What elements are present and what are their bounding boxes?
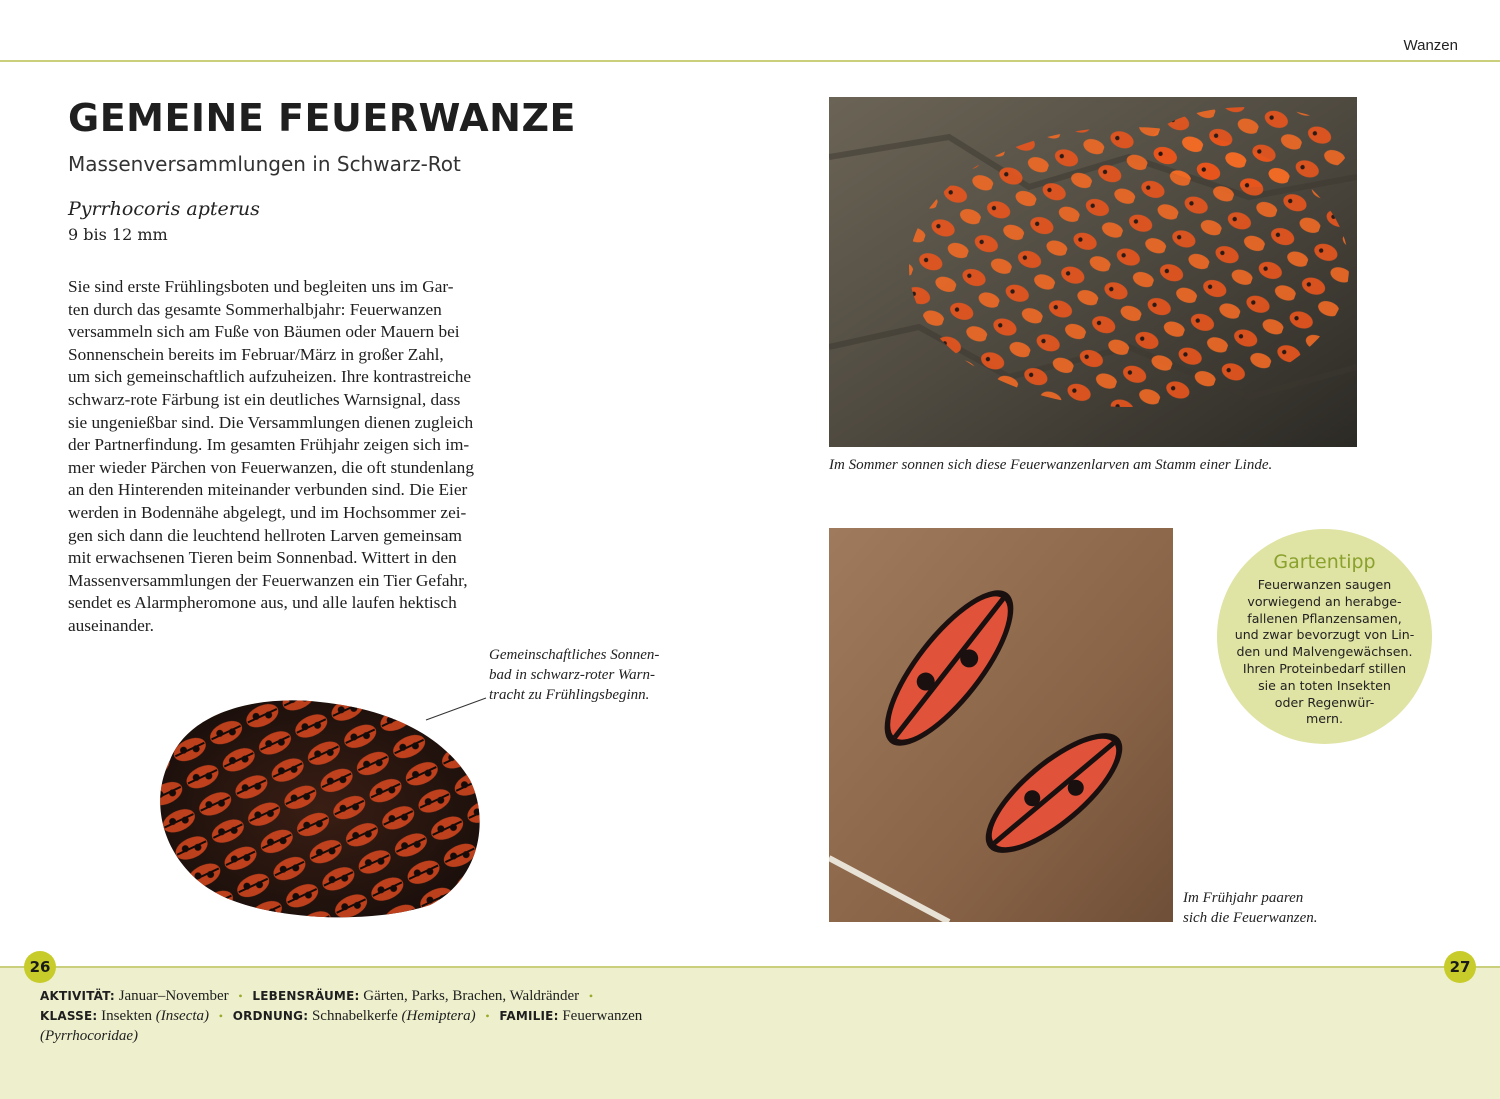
body-line: sie ungenießbar sind. Die Versammlungen dienen zugleich	[68, 412, 474, 432]
body-line: Sie sind erste Frühlingsboten und begleiten uns im Gar-	[68, 277, 454, 296]
body-line: mer wieder Pärchen von Feuerwanzen, die oft stundenlang	[68, 457, 474, 477]
caption-pointer	[420, 690, 490, 730]
article-body	[68, 276, 508, 638]
family-value: Feuerwanzen	[562, 1008, 643, 1024]
activity-label: AKTIVITÄT:	[40, 989, 115, 1003]
section-label: Wanzen	[1403, 37, 1458, 54]
class-latin: (Insecta)	[155, 1008, 210, 1024]
body-size: 9 bis 12 mm	[68, 225, 168, 244]
cluster-caption: Gemeinschaftliches Sonnen- bad in schwarz-roter Warn- tracht zu Frühlingsbeginn.	[489, 647, 660, 703]
habitat-label: LEBENSRÄUME:	[252, 989, 360, 1003]
tip-title: Gartentipp	[1273, 551, 1376, 573]
habitat-value: Gärten, Parks, Brachen, Waldränder	[363, 988, 580, 1004]
pair-caption: Im Frühjahr paaren sich die Feuerwanzen.	[1183, 890, 1318, 926]
page-title: GEMEINE FEUERWANZE	[68, 96, 576, 140]
page-number-left: 26	[24, 951, 56, 983]
header-rule	[0, 60, 1500, 62]
body-line: an den Hinterenden miteinander verbunden sind. Die Eier	[68, 480, 468, 500]
class-value: Insekten	[101, 1008, 152, 1024]
larvae-caption: Im Sommer sonnen sich diese Feuerwanzenlarven am Stamm einer Linde.	[829, 457, 1273, 473]
facts-line	[40, 1026, 642, 1046]
mating-pair-photo	[829, 528, 1173, 922]
order-label: ORDNUNG:	[232, 1009, 309, 1023]
body-line: um sich gemeinschaftlich aufzuheizen. Ihre kontrastreiche	[68, 367, 472, 387]
separator-dot: •	[588, 989, 594, 1003]
order-value: Schnabelkerfe	[311, 1008, 398, 1024]
body-line: sendet es Alarmpheromone aus, und alle laufen hektisch	[68, 593, 457, 613]
separator-dot: •	[238, 989, 243, 1003]
activity-value: Januar–November	[118, 988, 229, 1004]
fact-box	[40, 986, 642, 1046]
family-latin: (Pyrrhocoridae)	[40, 1028, 139, 1044]
page-subtitle: Massenversammlungen in Schwarz-Rot	[68, 152, 461, 176]
tip-body: Feuerwanzen saugen vorwiegend an herabge- fallenen Pflanzensamen, und zwar bevorzugt von Lin- den und Malvengewächsen. Ihren Proteinbedarf stillen sie an toten Insekten oder Regenwür- mern.	[1234, 577, 1415, 727]
larvae-photo	[829, 97, 1357, 447]
body-line: der Partnerfindung. Im gesamten Frühjahr zeigen sich im-	[68, 435, 470, 455]
garden-tip	[1217, 529, 1432, 744]
body-line: ten durch das gesamte Sommerhalbjahr: Feuerwanzen	[68, 299, 442, 319]
body-line: Massenversammlungen der Feuerwanzen ein Tier Gefahr,	[68, 570, 468, 590]
body-line: Sonnenschein bereits im Februar/März in großer Zahl,	[68, 344, 444, 364]
family-label: FAMILIE:	[499, 1009, 559, 1023]
body-line: schwarz-rote Färbung ist ein deutliches Warnsignal, dass	[68, 389, 461, 409]
order-latin: (Hemiptera)	[401, 1008, 476, 1024]
class-label: KLASSE:	[40, 1009, 98, 1023]
page-number-right: 27	[1444, 951, 1476, 983]
separator-dot: •	[218, 1009, 223, 1023]
body-line: auseinander.	[68, 615, 154, 635]
facts-line	[40, 986, 642, 1006]
body-line: werden in Bodennähe abgelegt, und im Hochsommer zei-	[68, 502, 467, 522]
body-line: gen sich dann die leuchtend hellroten Larven gemeinsam	[68, 525, 462, 545]
body-line: mit erwachsenen Tieren beim Sonnenbad. Wittert in den	[68, 548, 457, 568]
latin-name: Pyrrhocoris apterus	[68, 198, 260, 220]
facts-line	[40, 1006, 642, 1026]
body-line: versammeln sich am Fuße von Bäumen oder Mauern bei	[68, 322, 460, 342]
separator-dot: •	[485, 1009, 490, 1023]
